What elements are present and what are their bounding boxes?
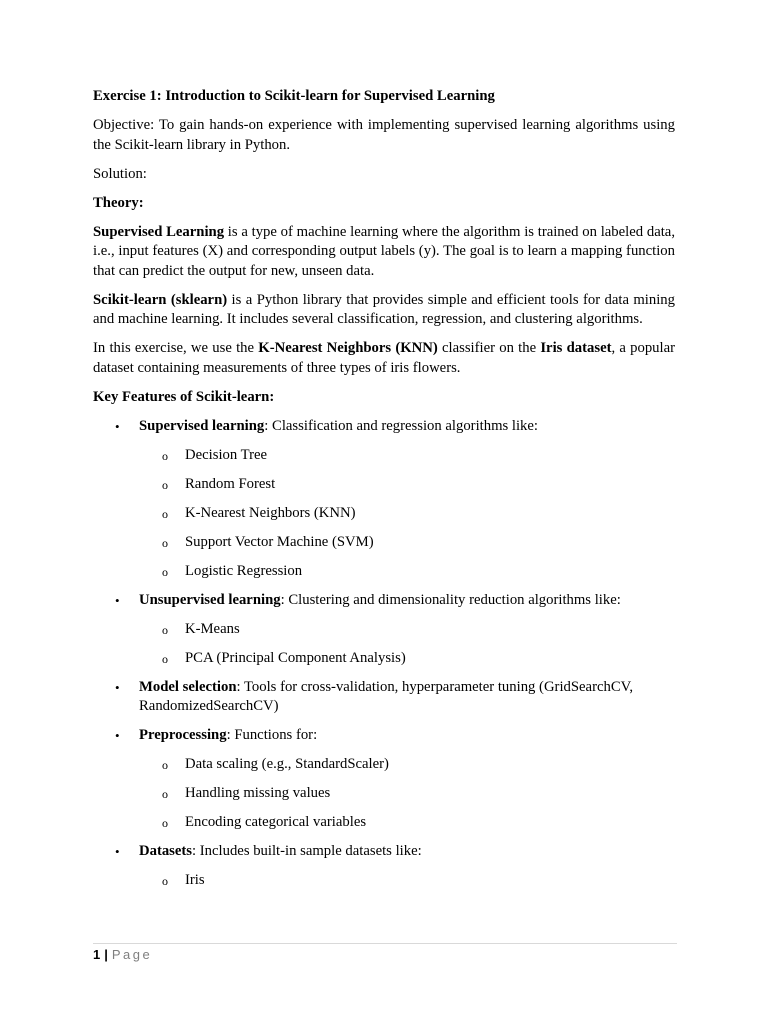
feature-item bbox=[93, 678, 675, 717]
scikit-learn-paragraph: Scikit-learn (sklearn) is a Python library that provides simple and efficient tools for data mining and machine learning. It includes several classification, regression, and clustering algorithms. bbox=[93, 291, 675, 327]
feature-description: : Classification and regression algorithms like: bbox=[264, 417, 538, 434]
circle-bullet-icon: o bbox=[162, 622, 168, 637]
bullet-icon: • bbox=[115, 679, 120, 695]
circle-bullet-icon: o bbox=[162, 448, 168, 463]
circle-bullet-icon: o bbox=[162, 477, 168, 492]
sublist-item bbox=[139, 446, 675, 466]
sublist-item bbox=[139, 562, 675, 582]
sublist-item bbox=[139, 784, 675, 804]
sublist-item-text: Logistic Regression bbox=[185, 562, 303, 579]
sublist-item-text: Encoding categorical variables bbox=[185, 814, 367, 830]
sublist-item-text: Decision Tree bbox=[185, 446, 267, 463]
theory-heading: Theory: bbox=[93, 194, 144, 211]
bullet-icon: • bbox=[115, 592, 120, 608]
iris-term: Iris dataset bbox=[540, 340, 612, 356]
sublist-item bbox=[139, 813, 675, 833]
bullet-icon: • bbox=[115, 844, 120, 859]
circle-bullet-icon: o bbox=[162, 564, 168, 579]
bullet-icon: • bbox=[115, 728, 120, 743]
circle-bullet-icon: o bbox=[162, 874, 168, 888]
feature-description: : Includes built-in sample datasets like: bbox=[192, 843, 422, 859]
circle-bullet-icon: o bbox=[162, 787, 168, 801]
sublist-item bbox=[139, 504, 675, 524]
sublist-item-text: Iris bbox=[185, 872, 205, 888]
feature-item bbox=[93, 417, 675, 582]
circle-bullet-icon: o bbox=[162, 535, 168, 550]
sublist-item-text: Data scaling (e.g., StandardScaler) bbox=[185, 756, 389, 772]
knn-term: K-Nearest Neighbors (KNN) bbox=[258, 340, 438, 356]
document-body bbox=[93, 87, 675, 900]
bullet-icon: • bbox=[115, 418, 120, 434]
solution-label: Solution: bbox=[93, 165, 147, 182]
sublist-item-text: Random Forest bbox=[185, 475, 276, 492]
circle-bullet-icon: o bbox=[162, 816, 168, 830]
scikit-learn-term: Scikit-learn (sklearn) bbox=[93, 291, 228, 308]
feature-term: Unsupervised learning bbox=[139, 591, 281, 608]
feature-term: Datasets bbox=[139, 843, 193, 859]
sublist-item-text: Support Vector Machine (SVM) bbox=[185, 533, 374, 550]
sublist-item bbox=[139, 755, 675, 775]
sublist-item-text: Handling missing values bbox=[185, 785, 331, 801]
exercise-paragraph: In this exercise, we use the K-Nearest Neighbors (KNN) classifier on the Iris dataset, a popular dataset containing measurements of three types of iris flowers. bbox=[93, 340, 675, 376]
feature-term: Model selection bbox=[139, 678, 237, 695]
circle-bullet-icon: o bbox=[162, 651, 168, 666]
sublist-item bbox=[139, 533, 675, 553]
feature-term: Supervised learning bbox=[139, 417, 265, 434]
feature-sublist bbox=[139, 620, 675, 669]
sublist-item bbox=[139, 649, 675, 669]
feature-term: Preprocessing bbox=[139, 727, 227, 743]
exercise-title: Exercise 1: Introduction to Scikit-learn for Supervised Learning bbox=[93, 88, 495, 104]
features-heading: Key Features of Scikit-learn: bbox=[93, 388, 275, 405]
features-list bbox=[93, 417, 675, 891]
sublist-item-text: K-Nearest Neighbors (KNN) bbox=[185, 504, 356, 521]
page-label: Page bbox=[111, 947, 153, 962]
circle-bullet-icon: o bbox=[162, 506, 168, 521]
footer-separator: | bbox=[104, 947, 108, 962]
sublist-item bbox=[139, 871, 675, 891]
feature-item bbox=[93, 591, 675, 669]
page-footer bbox=[93, 943, 677, 962]
feature-description: : Clustering and dimensionality reduction algorithms like: bbox=[280, 591, 621, 608]
feature-sublist bbox=[139, 446, 675, 582]
feature-description: : Functions for: bbox=[226, 727, 318, 743]
circle-bullet-icon: o bbox=[162, 758, 168, 772]
sublist-item bbox=[139, 475, 675, 495]
objective-paragraph: Objective: To gain hands-on experience with implementing supervised learning algorithms using the Scikit-learn library in Python. bbox=[93, 117, 675, 153]
page-number: 1 bbox=[93, 947, 101, 962]
feature-sublist bbox=[139, 755, 675, 833]
sublist-item bbox=[139, 620, 675, 640]
supervised-learning-paragraph: Supervised Learning is a type of machine learning where the algorithm is trained on labeled data, i.e., input features (X) and corresponding output labels (y). The goal is to learn a mapping function that can predict the output for new, unseen data. bbox=[93, 223, 675, 279]
feature-sublist bbox=[139, 871, 675, 891]
sublist-item-text: PCA (Principal Component Analysis) bbox=[185, 649, 406, 666]
sublist-item-text: K-Means bbox=[185, 620, 240, 637]
feature-item bbox=[93, 726, 675, 833]
supervised-learning-term: Supervised Learning bbox=[93, 223, 225, 240]
feature-description: : Tools for cross-validation, hyperparameter tuning (GridSearchCV, RandomizedSearchCV) bbox=[139, 678, 634, 714]
feature-item bbox=[93, 842, 675, 891]
